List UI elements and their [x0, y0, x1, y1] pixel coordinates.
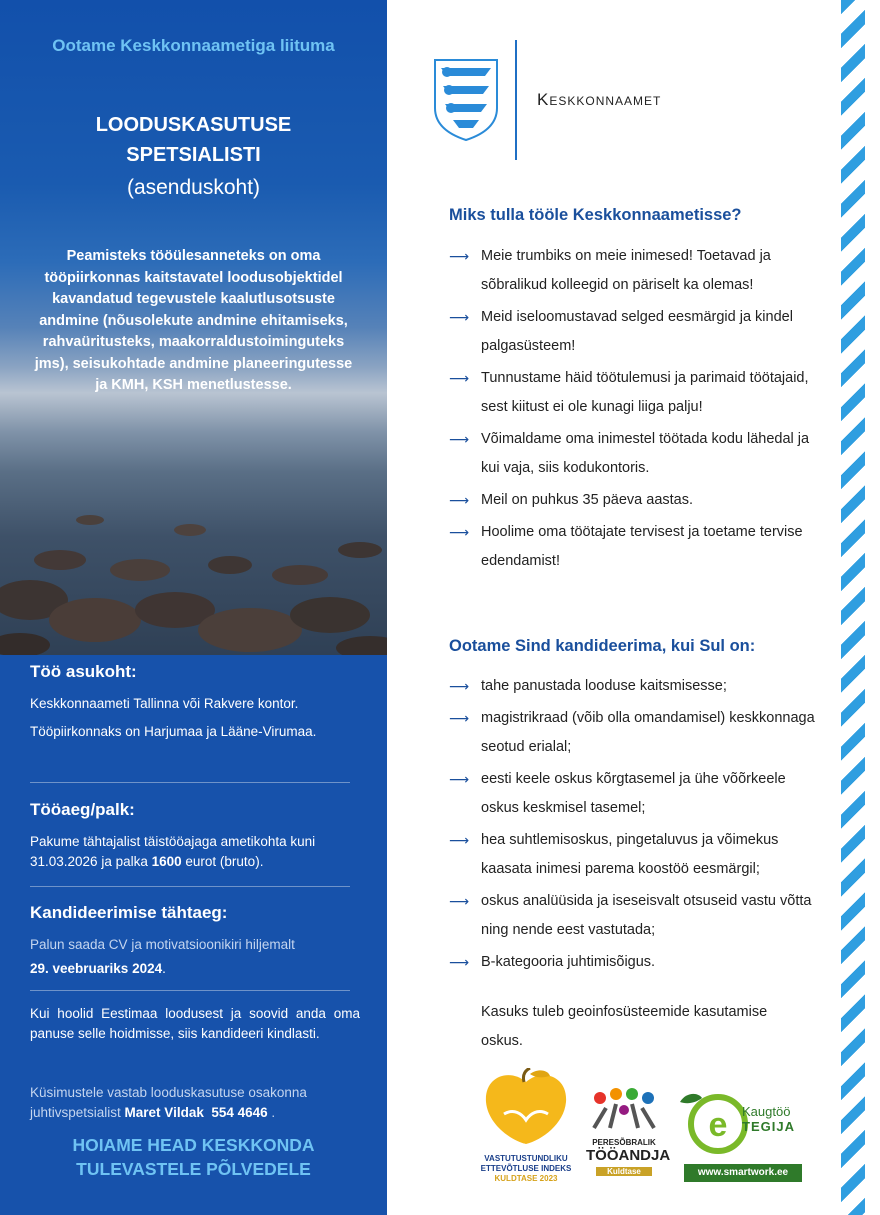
job-title: [0, 110, 387, 170]
slogan-line2: TULEVASTELE PÕLVEDELE: [76, 1159, 311, 1179]
slogan: [0, 1133, 387, 1181]
arrow-right-icon: ⟶: [449, 832, 470, 848]
worktime-section: [30, 800, 352, 872]
csr-index-badge: [470, 1068, 582, 1200]
job-subtitle: (asenduskoht): [126, 176, 261, 199]
worktime-heading: Tööaeg/palk:: [30, 800, 135, 819]
worktime-text-end: eurot (bruto).: [181, 854, 264, 869]
contact-suffix: .: [267, 1105, 276, 1120]
deadline-text: Palun saada CV ja motivatsioonikiri hiljemalt: [30, 937, 295, 952]
apple-hands-icon: [470, 1068, 582, 1148]
deadline-date-suffix: .: [162, 961, 166, 976]
slogan-line1: HOIAME HEAD KESKKONDA: [72, 1135, 315, 1155]
list-item-text: Meie trumbiks on meie inimesed! Toetavad ja sõbralikud kolleegid on päriselt ka olemas!: [481, 248, 771, 293]
list-item-text: eesti keele oskus kõrgtasemel ja ühe võõrkeele oskus keskmisel tasemel;: [481, 771, 786, 816]
list-item-text: Meid iseloomustavad selged eesmärgid ja kindel palgasüsteem!: [481, 309, 793, 354]
deadline-date-line: [30, 959, 352, 979]
list-item-text: oskus analüüsida ja iseseisvalt otsuseid vastu võtta ning nende eest vastutada;: [481, 893, 812, 938]
family-line1: PERESÕBRALIK: [592, 1138, 656, 1147]
why-list: [449, 242, 819, 579]
arrow-right-icon: ⟶: [449, 309, 470, 325]
family-line3: Kuldtase: [596, 1167, 652, 1176]
arrow-right-icon: ⟶: [449, 771, 470, 787]
deadline-date: 29. veebruariks 2024: [30, 961, 163, 976]
arrow-right-icon: ⟶: [449, 492, 470, 508]
divider: [30, 782, 350, 783]
contact-note: [30, 1083, 362, 1123]
list-item: [449, 704, 819, 762]
bonus-skill-note: Kasuks tuleb geoinfosüsteemide kasutamise oskus.: [481, 1004, 768, 1049]
logo-text: Keskkonnaamet: [537, 90, 662, 109]
csr-line3: KULDTASE 2023: [494, 1174, 558, 1183]
decorative-stripe: [841, 0, 865, 1215]
list-item: [449, 303, 819, 361]
arrow-right-icon: ⟶: [449, 710, 470, 726]
contact-phone[interactable]: 554 4646: [211, 1105, 268, 1120]
keskkonnaamet-logo: [433, 40, 733, 160]
svg-text:e: e: [708, 1106, 728, 1144]
remote-line2: TEGIJA: [742, 1119, 795, 1134]
list-item-text: Tunnustame häid töötulemusi ja parimaid töötajaid, sest kiitust ei ole kunagi liiga palju!: [481, 370, 809, 415]
family-figures-icon: [586, 1088, 662, 1136]
requirements-list: [449, 672, 819, 980]
arrow-right-icon: ⟶: [449, 248, 470, 264]
job-description: Peamisteks tööülesanneteks on oma tööpiirkonnas kaitstavatel loodusobjektidel kavandatud tegevustele kaalutlusotsuste andmine (nõusolekute andmine ehitamiseks, rahvaüritusteks, maakorraldustoiminguteks jms), seisukohtade andmine planeeringutesse ja KMH, KSH menetlustesse.: [34, 248, 353, 393]
logo-divider: [515, 40, 517, 160]
why-heading: Miks tulla tööle Keskkonnaametisse?: [449, 206, 742, 224]
arrow-right-icon: ⟶: [449, 893, 470, 909]
csr-line2: ETTEVÕTLUSE INDEKS: [480, 1164, 572, 1173]
arrow-right-icon: ⟶: [449, 954, 470, 970]
worktime-text: [30, 832, 352, 872]
list-item-text: Meil on puhkus 35 päeva aastas.: [481, 492, 693, 508]
location-section: [30, 662, 352, 742]
invite-heading: Ootame Keskkonnaametiga liituma: [52, 36, 335, 55]
remote-url[interactable]: www.smartwork.ee: [684, 1164, 802, 1182]
list-item: [449, 364, 819, 422]
list-item: [449, 518, 819, 576]
list-item-text: magistrikraad (võib olla omandamisel) keskkonnaga seotud erialal;: [481, 710, 815, 755]
requirements-heading: Ootame Sind kandideerima, kui Sul on:: [449, 637, 756, 655]
list-item-text: B-kategooria juhtimisõigus.: [481, 954, 656, 970]
job-title-line2: SPETSIALISTI: [126, 144, 261, 166]
location-heading: Töö asukoht:: [30, 662, 137, 681]
list-item: [449, 826, 819, 884]
arrow-right-icon: ⟶: [449, 524, 470, 540]
job-title-line1: LOODUSKASUTUSE: [95, 114, 292, 136]
location-office: Keskkonnaameti Tallinna või Rakvere kontor.: [30, 696, 299, 711]
contact-prefix: Küsimustele vastab looduskasutuse osakonna juhtivspetsialist: [30, 1085, 307, 1120]
left-panel: [0, 0, 387, 1215]
list-item: [449, 887, 819, 945]
list-item-text: hea suhtlemisoskus, pingetaluvus ja võimekus kaasata inimesi parema koostöö eesmärgil;: [481, 832, 779, 877]
deadline-heading: Kandideerimise tähtaeg:: [30, 903, 228, 922]
contact-name: Maret Vildak: [124, 1105, 204, 1120]
list-item-text: tahe panustada looduse kaitsmisesse;: [481, 678, 727, 694]
arrow-right-icon: ⟶: [449, 370, 470, 386]
list-item: [449, 486, 819, 515]
care-note: Kui hoolid Eestimaa loodusest ja soovid anda oma panuse selle hoidmisse, siis kandideeri kindlasti.: [30, 1006, 360, 1041]
remote-work-badge: [668, 1088, 804, 1188]
arrow-right-icon: ⟶: [449, 678, 470, 694]
list-item: [449, 672, 819, 701]
worktime-text-start: Pakume tähtajalist täistööajaga ametikohta kuni 31.03.2026 ja palka: [30, 834, 316, 869]
list-item-text: Võimaldame oma inimestel töötada kodu lähedal ja kui vaja, siis kodukontoris.: [481, 431, 810, 476]
location-region: Tööpiirkonnaks on Harjumaa ja Lääne-Virumaa.: [30, 724, 317, 739]
list-item-text: Hoolime oma töötajate tervisest ja toetame tervise edendamist!: [481, 524, 803, 569]
divider: [30, 990, 350, 991]
list-item: [449, 948, 819, 977]
csr-line1: VASTUTUSTUNDLIKU: [484, 1154, 568, 1163]
list-item: [449, 242, 819, 300]
family-line2: TÖÖANDJA: [586, 1147, 671, 1164]
family-friendly-employer-badge: [586, 1088, 671, 1192]
list-item: [449, 765, 819, 823]
rocks-illustration: [0, 470, 387, 655]
e-leaf-icon: [678, 1088, 748, 1158]
deadline-section: [30, 903, 352, 979]
list-item: [449, 425, 819, 483]
remote-line1: Kaugtöö: [742, 1104, 791, 1119]
salary-value: 1600: [151, 854, 182, 869]
divider: [30, 886, 350, 887]
coat-of-arms-icon: [433, 58, 499, 142]
arrow-right-icon: ⟶: [449, 431, 470, 447]
